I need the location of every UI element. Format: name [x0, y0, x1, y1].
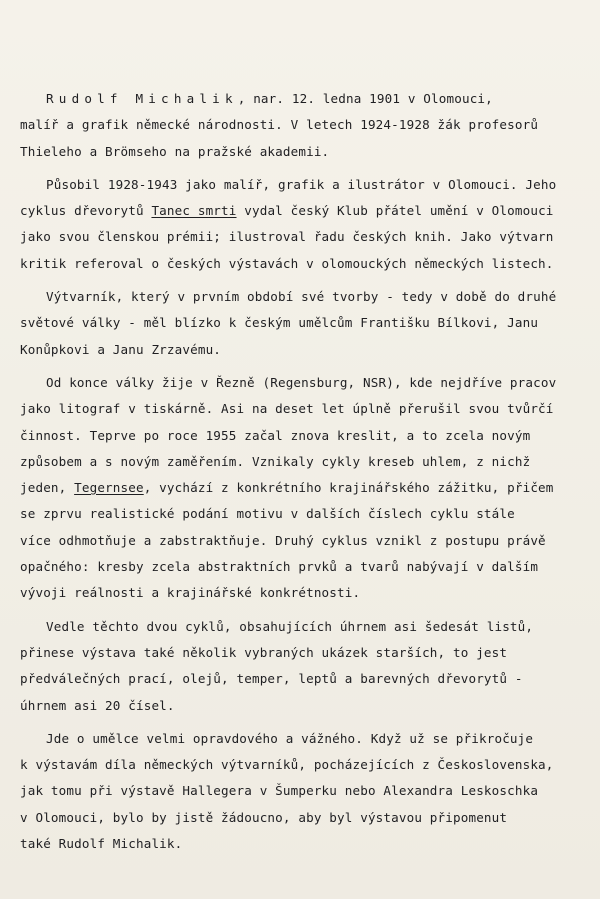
text-run: vývoji reálnosti a krajinářské konkrétnosti.	[20, 585, 361, 601]
text-run: přinese výstava také několik vybraných ukázek starších, to jest	[20, 644, 508, 660]
text-line	[20, 423, 596, 449]
text-run: způsobem a s novým zaměřením. Vznikaly cykly kreseb uhlem, z nichž	[20, 453, 531, 469]
text-run: světové války - měl blízko k českým umělcům Františku Bílkovi, Janu	[20, 315, 539, 331]
text-run: také Rudolf Michalik.	[20, 836, 183, 852]
text-run: jako litograf v tiskárně. Asi na deset let úplně přerušil svou tvůrčí	[20, 401, 554, 417]
paragraph-gap	[20, 607, 596, 614]
text-run: cyklus dřevorytů	[20, 203, 152, 219]
text-run: Thieleho a Brömseho na pražské akademii.	[20, 143, 330, 159]
text-run: kritik referoval o českých výstavách v olomouckých německých listech.	[20, 255, 554, 271]
text-line	[20, 251, 596, 277]
text-run: vydal český Klub přátel umění v Olomouci	[236, 203, 554, 219]
text-line	[20, 693, 596, 719]
text-line	[20, 752, 596, 778]
text-line	[20, 370, 596, 396]
text-line	[20, 726, 596, 752]
text-run: Výtvarník, který v prvním období své tvorby - tedy v době do druhé	[46, 289, 557, 305]
text-run: , vychází z konkrétního krajinářského zážitku, přičem	[143, 480, 554, 496]
text-line	[20, 396, 596, 422]
text-line	[20, 172, 596, 198]
paragraph-gap	[20, 719, 596, 726]
paragraph	[20, 726, 596, 857]
underlined-title: Tanec smrti	[151, 203, 237, 219]
text-run: Od konce války žije v Řezně (Regensburg, NSR), kde nejdříve pracov	[46, 374, 557, 390]
author-name: Rudolf Michalik	[46, 91, 238, 106]
text-run: jak tomu při výstavě Hallegera v Šumperku nebo Alexandra Leskoschka	[20, 783, 539, 799]
text-run: se zprvu realistické podání motivu v dalších číslech cyklu stále	[20, 506, 515, 522]
text-line	[20, 224, 596, 250]
text-line	[20, 528, 596, 554]
text-run: předválečných prací, olejů, temper, leptů a barevných dřevorytů -	[20, 671, 523, 687]
text-run: opačného: kresby zcela abstraktních prvků a tvarů nabývají v dalším	[20, 559, 539, 575]
text-line	[20, 86, 596, 112]
text-run: Vedle těchto dvou cyklů, obsahujících úhrnem asi šedesát listů,	[46, 618, 534, 634]
text-line	[20, 640, 596, 666]
text-line	[20, 449, 596, 475]
text-run: jako svou členskou prémii; ilustroval řadu českých knih. Jako výtvarn	[20, 229, 554, 245]
text-line	[20, 112, 596, 138]
paragraph-gap	[20, 277, 596, 284]
text-line	[20, 580, 596, 606]
paragraph	[20, 172, 596, 277]
text-run: , nar. 12. ledna 1901 v Olomouci,	[237, 91, 493, 106]
paragraph	[20, 614, 596, 719]
text-line	[20, 501, 596, 527]
text-line	[20, 554, 596, 580]
text-run: malíř a grafik německé národnosti. V letech 1924-1928 žák profesorů	[20, 117, 539, 133]
text-line	[20, 475, 596, 501]
underlined-title: Tegernsee	[74, 480, 144, 496]
text-run: úhrnem asi 20 čísel.	[20, 697, 175, 713]
text-line	[20, 198, 596, 224]
text-line	[20, 666, 596, 692]
paragraph-gap	[20, 165, 596, 172]
paragraph	[20, 370, 596, 607]
text-line	[20, 805, 596, 831]
text-line	[20, 778, 596, 804]
text-line	[20, 831, 596, 857]
text-run: Působil 1928-1943 jako malíř, grafik a ilustrátor v Olomouci. Jeho	[46, 176, 557, 192]
paragraph	[20, 284, 596, 363]
text-line	[20, 284, 596, 310]
typewritten-text	[20, 86, 596, 857]
text-run: Jde o umělce velmi opravdového a vážného. Když už se přikročuje	[46, 730, 534, 746]
text-run: činnost. Teprve po roce 1955 začal znova kreslit, a to zcela novým	[20, 427, 531, 443]
text-run: jeden,	[20, 480, 75, 496]
text-line	[20, 337, 596, 363]
text-run: v Olomouci, bylo by jistě žádoucno, aby byl výstavou připomenut	[20, 809, 508, 825]
paragraph	[20, 86, 596, 165]
paragraph-gap	[20, 363, 596, 370]
text-line	[20, 139, 596, 165]
text-run: více odhmotňuje a zabstraktňuje. Druhý cyklus vznikl z postupu právě	[20, 532, 546, 548]
text-line	[20, 310, 596, 336]
text-line	[20, 614, 596, 640]
text-run: Konůpkovi a Janu Zrzavému.	[20, 341, 222, 357]
text-run: k výstavám díla německých výtvarníků, pocházejících z Československa,	[20, 757, 554, 773]
